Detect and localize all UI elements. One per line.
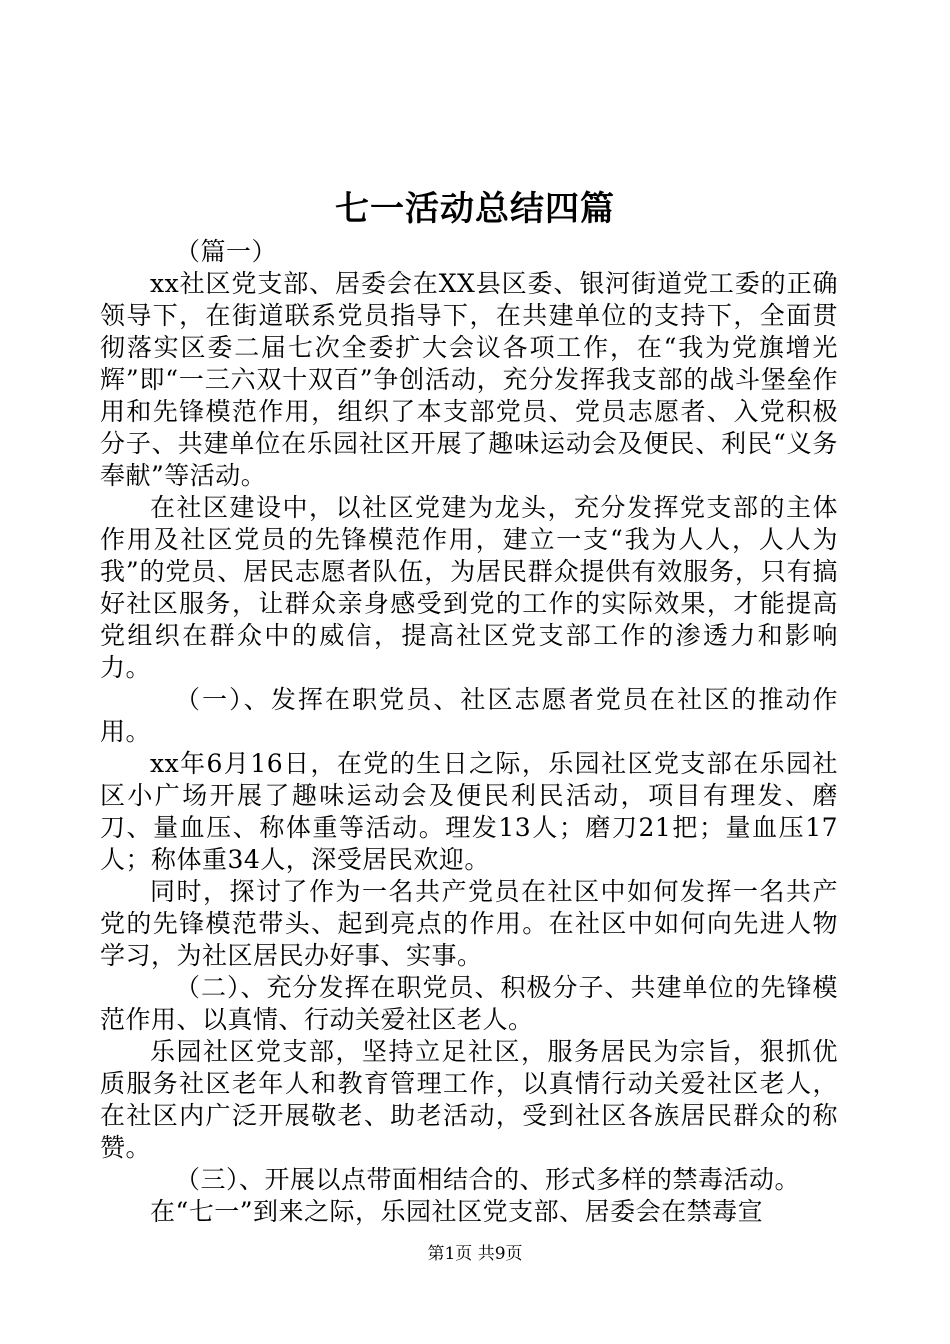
paragraph: 在社区建设中，以社区党建为龙头，充分发挥党支部的主体作用及社区党员的先锋模范作用，建立一支“我为人人，人人为我”的党员、居民志愿者队伍，为居民群众提供有效服务，只有搞好社区服务，让群众亲身感受到党的工作的实际效果，才能提高党组织在群众中的威信，提高社区党支部工作的渗透力和影响力。 <box>100 493 838 682</box>
page-footer: 第1页 共9页 <box>427 1244 523 1264</box>
paragraph: xx社区党支部、居委会在XX县区委、银河街道党工委的正确领导下，在街道联系党员指导下，在共建单位的支持下，全面贯彻落实区委二届七次全委扩大会议各项工作，在“我为党旗增光辉”即“一三六双十双百”争创活动，充分发挥我支部的战斗堡垒作用和先锋模范作用，组织了本支部党员、党员志愿者、入党积极分子、共建单位在乐园社区开展了趣味运动会及便民、利民“义务奉献”等活动。 <box>100 269 838 490</box>
paragraph: 乐园社区党支部，坚持立足社区，服务居民为宗旨，狠抓优质服务社区老年人和教育管理工作，以真情行动关爱社区老人，在社区内广泛开展敬老、助老活动，受到社区各族居民群众的称赞。 <box>100 1037 838 1162</box>
section-heading: （一）、发挥在职党员、社区志愿者党员在社区的推动作用。 <box>100 685 838 746</box>
paragraph: 在“七一”到来之际，乐园社区党支部、居委会在禁毒宣 <box>150 1197 764 1226</box>
paragraph: 同时，探讨了作为一名共产党员在社区中如何发挥一名共产党的先锋模范带头、起到亮点的作用。在社区中如何向先进人物学习，为社区居民办好事、实事。 <box>100 877 838 970</box>
section-label: （篇一） <box>175 237 278 266</box>
section-heading: （二）、充分发挥在职党员、积极分子、共建单位的先锋模范作用、以真情、行动关爱社区老人。 <box>100 973 838 1034</box>
section-heading: （三）、开展以点带面相结合的、形式多样的禁毒活动。 <box>175 1165 801 1194</box>
paragraph: xx年6月16日，在党的生日之际，乐园社区党支部在乐园社区小广场开展了趣味运动会及便民利民活动，项目有理发、磨刀、量血压、称体重等活动。理发13人；磨刀21把；量血压17人；称体重34人，深受居民欢迎。 <box>100 749 838 874</box>
document-body <box>100 236 838 1228</box>
document-title: 七一活动总结四篇 <box>335 189 615 229</box>
